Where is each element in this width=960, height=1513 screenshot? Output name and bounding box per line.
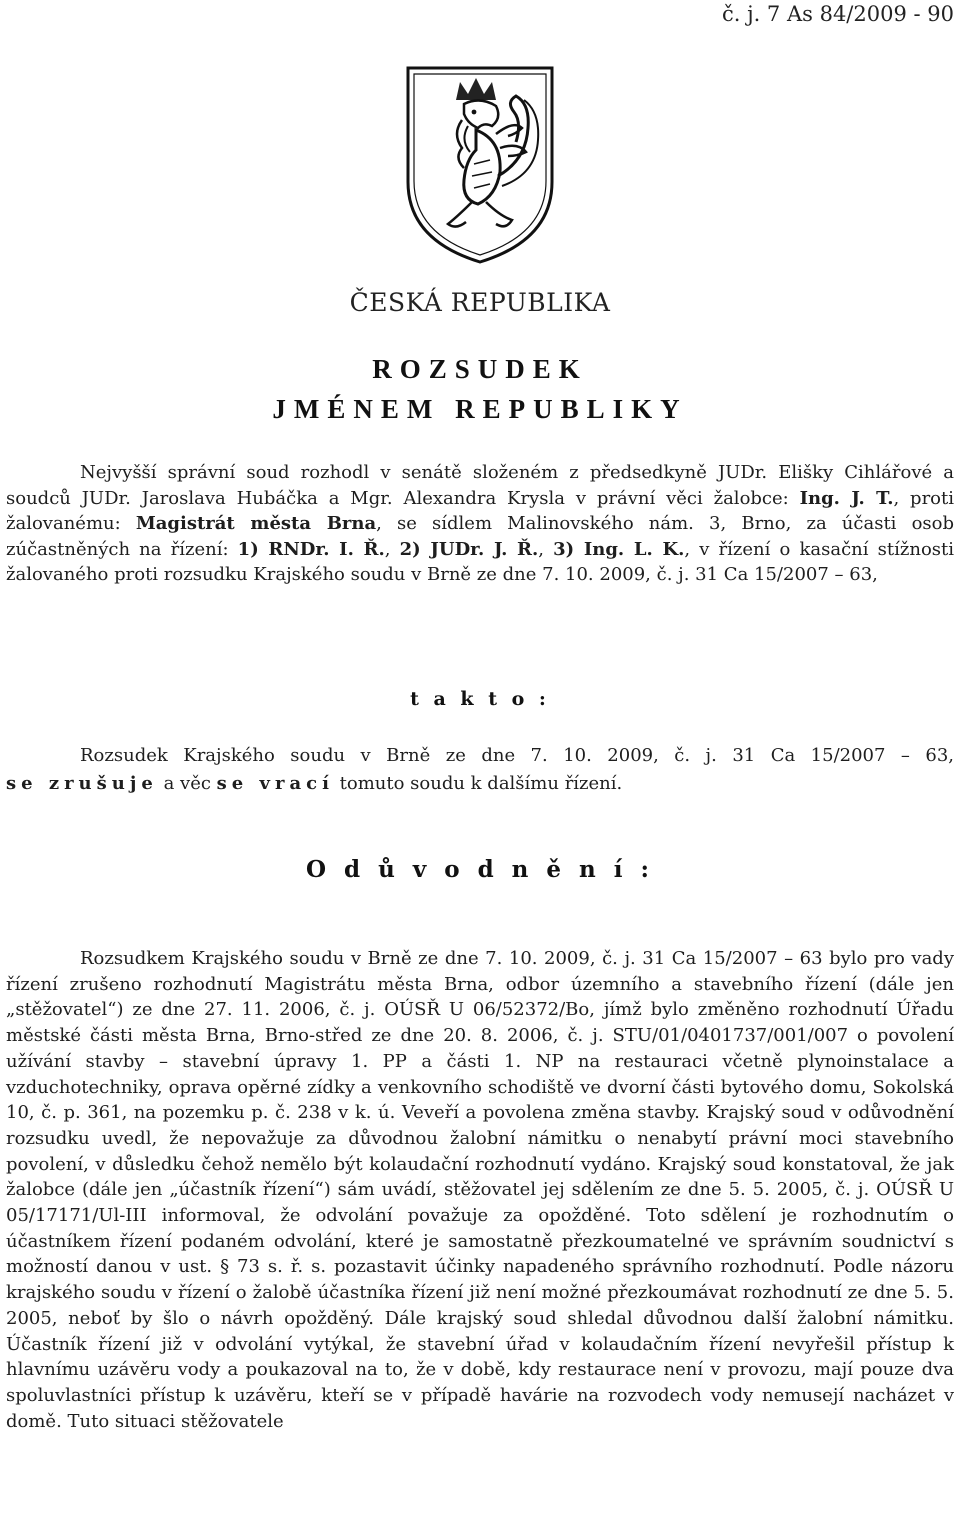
reasoning-paragraph: Rozsudkem Krajského soudu v Brně ze dne 7. 10. 2009, č. j. 31 Ca 15/2007 – 63 bylo pro vady řízení zrušeno rozhodnutí Magistrátu města Brna, odbor územního a stavebního řízení (dále jen „stěžovatel“) ze dne 27. 11. 2006, č. j. OÚSŘ U 06/52372/Bo, jímž bylo změněno rozhodnutí Úřadu městské části města Brna, Brno-střed ze dne 20. 8. 2006, č. j. STU/01/0401737/001/007 o povolení užívání stavby – stavební úpravy 1. PP a části 1. NP na restauraci včetně plynoinstalace a vzduchotechniky, oprava opěrné zídky a venkovního schodiště ve dvorní části bytového domu, Sokolská 10, č. p. 361, na pozemku p. č. 238 v k. ú. Veveří a povolena změna stavby. Krajský soud v odůvodnění rozsudku uvedl, že nepovažuje za důvodnou žalobní námitku o nenabytí právní moci stavebního povolení, v důsledku čehož nemělo být kolaudační rozhodnutí vydáno. Krajský soud konstatoval, že jak žalobce (dále jen „účastník řízení“) sám uvádí, stěžovatel jej sdělením ze dne 5. 5. 2005, č. j. OÚSŘ U 05/17171/Ul-III informoval, že odvolání považuje za opožděné. Toto sdělení je rozhodnutím o účastníkem řízení podaném odvolání, které je samostatně přezkoumatelné ve správním soudnictví s možností danou v ust. § 73 s. ř. s. pozastavit účinky napadeného správního rozhodnutí. Podle názoru krajského soudu v řízení o žalobě účastníka řízení již není možné přezkoumávat rozhodnutí ze dne 5. 5. 2005, neboť by šlo o návrh opožděný. Dále krajský soud shledal důvodnou další žalobní námitku. Účastník řízení již v odvolání vytýkal, že stavební úřad v kolaudačním řízení nevyřešil přístup k hlavnímu uzávěru vody a poukazoval na to, že v době, kdy restaurace není v provozu, mají pouze dva spoluvlastníci přístup k uzávěru, kteří se v případě havárie na rozvodech vody nemusejí nacházet v domě. Tuto situaci stěžovatele [6, 948, 954, 1432]
intro-text: , [384, 538, 400, 560]
czech-lion-coat-of-arms-icon [404, 64, 556, 266]
ruling-paragraph [6, 742, 954, 798]
participant-2: 2) JUDr. J. Ř. [399, 538, 539, 560]
verdict-title: ROZSUDEK [372, 354, 588, 384]
intro-text: , v řízení o kasační stížnosti žalovaného proti rozsudku Krajského soudu v Brně ze dne 7. 10. 2009, č. j. 31 Ca 15/2007 – 63, [6, 538, 955, 585]
country-name: ČESKÁ REPUBLIKA [349, 288, 611, 317]
ruling-returned: se vrací [216, 773, 334, 794]
plaintiff-name: Ing. J. T. [799, 487, 894, 509]
intro-text: Nejvyšší správní soud rozhodl v senátě složeném z předsedkyně JUDr. Elišky Cihlářové a soudců JUDr. Jaroslava Hubáčka a Mgr. Alexandra Krysla v právní věci žalobce: [6, 462, 954, 509]
takto-heading: t a k t o : [410, 688, 550, 710]
reasoning-heading: O d ů v o d n ě n í : [305, 856, 654, 883]
intro-text: , proti žalovanému: [6, 487, 954, 534]
ruling-text: tomuto soudu k dalšímu řízení. [333, 773, 623, 794]
intro-paragraph [6, 460, 954, 588]
verdict-subtitle: JMÉNEM REPUBLIKY [272, 394, 688, 424]
ruling-text: a věc [157, 773, 217, 794]
intro-text: , se sídlem Malinovského nám. 3, Brno, za účasti osob zúčastněných na řízení: [6, 513, 955, 560]
ruling-annulled: se zrušuje [6, 773, 158, 794]
intro-text: , [538, 538, 554, 560]
participant-1: 1) RNDr. I. Ř. [237, 538, 385, 560]
case-reference: č. j. 7 As 84/2009 - 90 [721, 2, 954, 26]
ruling-line: Rozsudek Krajského soudu v Brně ze dne 7. 10. 2009, č. j. 31 Ca 15/2007 – 63, [80, 745, 954, 766]
participant-3: 3) Ing. L. K. [553, 538, 685, 560]
defendant-name: Magistrát města Brna [135, 513, 377, 534]
